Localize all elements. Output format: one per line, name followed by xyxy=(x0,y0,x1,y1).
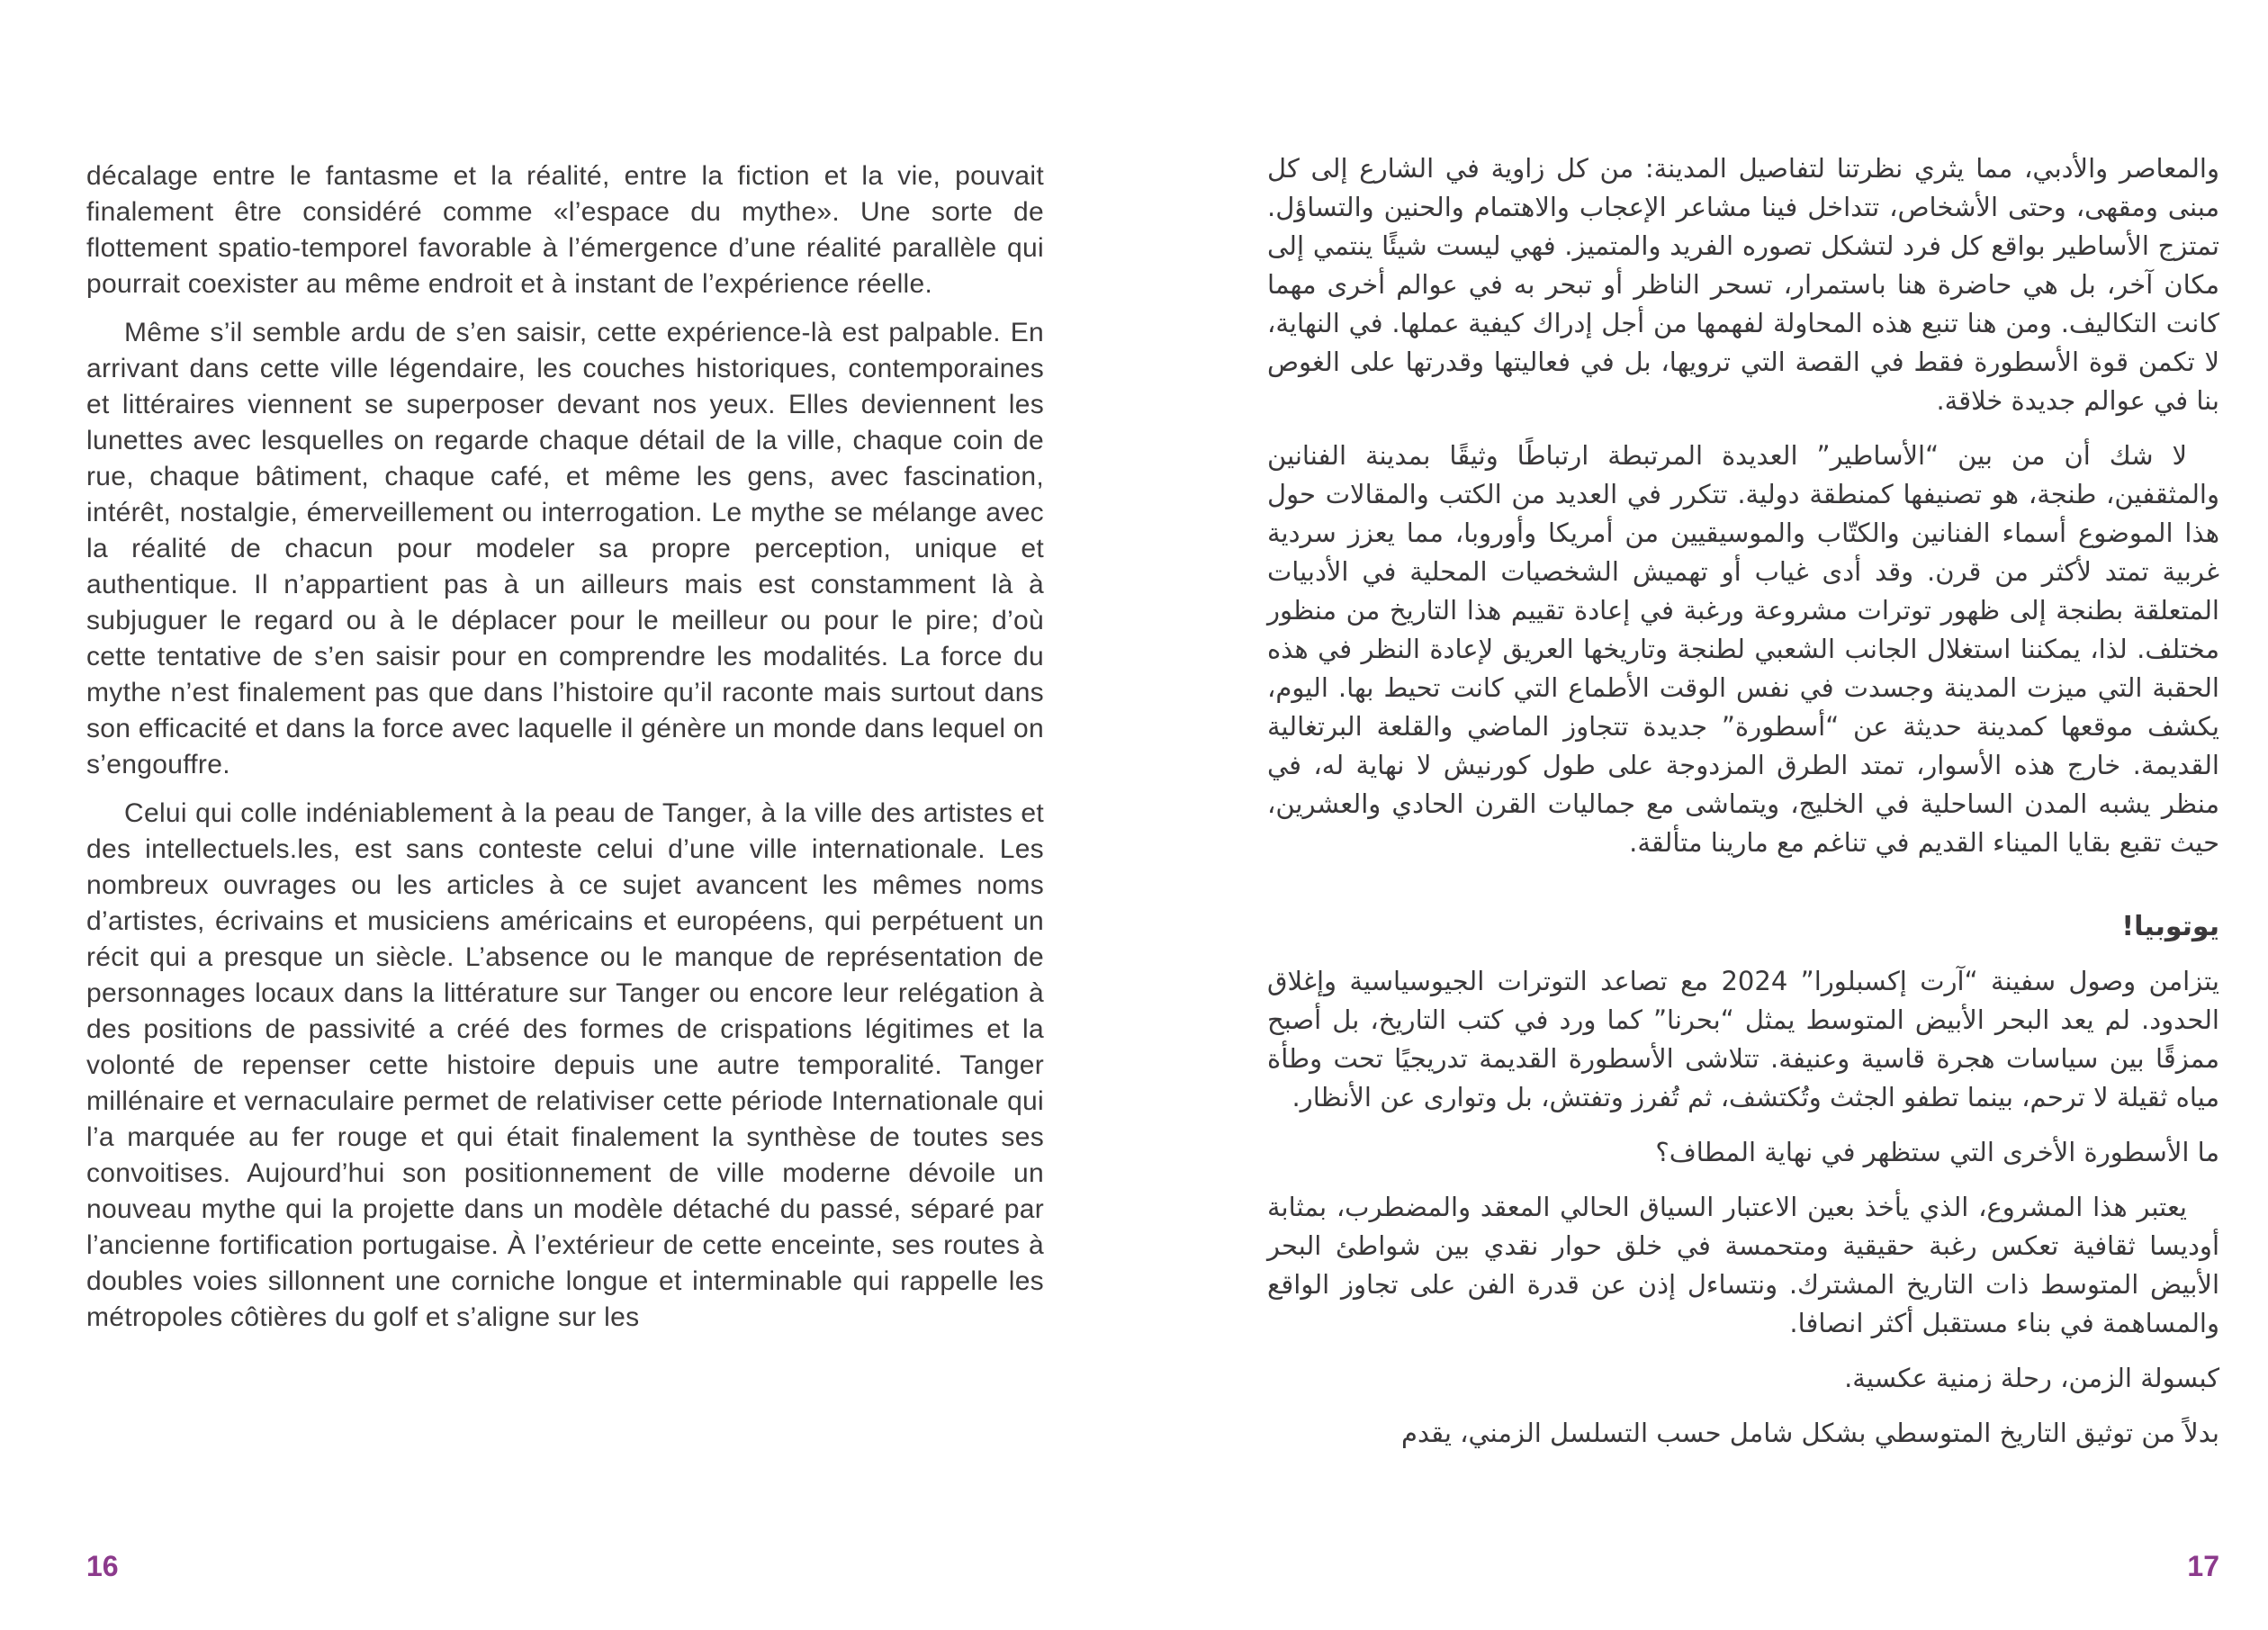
paragraph: ما الأسطورة الأخرى التي ستظهر في نهاية المطاف؟ xyxy=(1655,1137,2219,1167)
paragraph: كبسولة الزمن، رحلة زمنية عكسية. xyxy=(1844,1363,2219,1393)
page-number-right: 17 xyxy=(2187,1550,2219,1582)
paragraph: Même s’il semble ardu de s’en saisir, cette expérience-là est palpable. En arrivant dans cette ville légendaire, les couches historiques, contemporaines et littéraires viennent se superposer devant nos yeux. Elles deviennent les lunettes avec lesquelles on regarde chaque détail de la ville, chaque coin de rue, chaque bâtiment, chaque café, et même les gens, avec fascination, intérêt, nostalgie, émerveillement ou interrogation. Le mythe se mélange avec la réalité de chacun pour modeler sa propre perception, unique et authentique. Il n’appartient pas à un ailleurs mais est constamment là à subjuguer le regard ou à le déplacer pour le meilleur ou pour le pire; d’où cette tentative de s’en saisir pour en comprendre les modalités. La force du mythe n’est finalement pas que dans l’histoire qu’il raconte mais surtout dans son efficacité et dans la force avec laquelle il génère un monde dans lequel on s’engouffre. xyxy=(86,318,1044,779)
page-number-left: 16 xyxy=(86,1550,119,1582)
paragraph: Celui qui colle indéniablement à la peau de Tanger, à la ville des artistes et des intellectuels.les, est sans conteste celui d’une ville internationale. Les nombreux ouvrages ou les articles à ce sujet avancent les mêmes noms d’artistes, écrivains et musiciens américains et européens, qui perpétuent un récit qui a presque un siècle. L’absence ou le manque de représentation de personnages locaux dans la littérature sur Tanger ou encore leur relégation à des positions de passivité a créé des formes de crispations légitimes et la volonté de repenser cette histoire depuis une autre temporalité. Tanger millénaire et vernaculaire permet de relativiser cette période Internationale qui l’a marquée au fer rouge et qui était finalement la synthèse de toutes ses convoitises. Aujourd’hui son positionnement de ville moderne dévoile un nouveau mythe qui la projette dans un modèle détaché du passé, séparé par l’ancienne fortification portugaise. À l’extérieur de cette enceinte, ses routes à doubles voies sillonnent une corniche longue et interminable qui rappelle les métropoles côtières du golf et s’aligne sur les xyxy=(86,798,1044,1332)
paragraph: يتزامن وصول سفينة “آرت إكسبلورا” 2024 مع تصاعد التوترات الجيوسياسية وإغلاق الحدود. لم يعد البحر الأبيض المتوسط يمثل “بحرنا” كما ورد في كتب التاريخ، بل أصبح ممزقًا بين سياسات هجرة قاسية وعنيفة. تتلاشى الأسطورة القديمة تدريجيًا تحت وطأة مياه ثقيلة لا ترحم، بينما تطفو الجثث وتُكتشف، ثم تُفرز وتفتش، بل وتوارى عن الأنظار. xyxy=(1267,966,2219,1112)
paragraph: بدلاً من توثيق التاريخ المتوسطي بشكل شامل حسب التسلسل الزمني، يقدم xyxy=(1400,1418,2219,1448)
section-heading-utopia: يوتوبيا! xyxy=(2121,911,2219,942)
right-page-text-column xyxy=(1267,149,2219,1453)
left-page-text-column xyxy=(86,158,1044,1336)
paragraph: décalage entre le fantasme et la réalité, entre la fiction et la vie, pouvait finalement être considéré comme «l’espace du mythe». Une sorte de flottement spatio-temporel favorable à l’émergence d’une réalité parallèle qui pourrait coexister au même endroit et à instant de l’expérience réelle. xyxy=(86,161,1044,299)
paragraph: لا شك أن من بين “الأساطير” العديدة المرتبطة ارتباطًا وثيقًا بمدينة الفنانين والمثقفين، طنجة، هو تصنيفها كمنطقة دولية. تتكرر في العديد من الكتب والمقالات حول هذا الموضوع أسماء الفنانين والكتّاب والموسيقيين من أمريكا وأوروبا، مما يعزز سردية غربية تمتد لأكثر من قرن. وقد أدى غياب أو تهميش الشخصيات المحلية في الأدبيات المتعلقة بطنجة إلى ظهور توترات مشروعة ورغبة في إعادة تقييم هذا التاريخ من منظور مختلف. لذا، يمكننا استغلال الجانب الشعبي لطنجة وتاريخها العريق لإعادة النظر في هذه الحقبة التي ميزت المدينة وجسدت في نفس الوقت الأطماع التي كانت تحيط بها. اليوم، يكشف موقعها كمدينة حديثة عن “أسطورة” جديدة تتجاوز الماضي والقلعة البرتغالية القديمة. خارج هذه الأسوار، تمتد الطرق المزدوجة على طول كورنيش لا نهاية له، في منظر يشبه المدن الساحلية في الخليج، ويتماشى مع جماليات القرن الحادي والعشرين، حيث تقبع بقايا الميناء القديم في تناغم مع مارينا متألقة. xyxy=(1267,440,2219,858)
paragraph: والمعاصر والأدبي، مما يثري نظرتنا لتفاصيل المدينة: من كل زاوية في الشارع إلى كل مبنى ومقهى، وحتى الأشخاص، تتداخل فينا مشاعر الإعجاب والاهتمام والحنين والتساؤل. تمتزج الأساطير بواقع كل فرد لتشكل تصوره الفريد والمتميز. فهي ليست شيئًا ينتمي إلى مكان آخر، بل هي حاضرة هنا باستمرار، تسحر الناظر أو تبحر به في عوالم أخرى مهما كانت التكاليف. ومن هنا تنبع هذه المحاولة لفهمها من أجل إدراك كيفية عملها. في النهاية، لا تكمن قوة الأسطورة فقط في القصة التي ترويها، بل في فعاليتها وقدرتها على الغوص بنا في عوالم جديدة خلاقة. xyxy=(1267,153,2219,416)
paragraph: يعتبر هذا المشروع، الذي يأخذ بعين الاعتبار السياق الحالي المعقد والمضطرب، بمثابة أوديسا ثقافية تعكس رغبة حقيقية ومتحمسة في خلق حوار نقدي بين شواطئ البحر الأبيض المتوسط ذات التاريخ المشترك. ونتساءل إذن عن قدرة الفن على تجاوز الواقع والمساهمة في بناء مستقبل أكثر انصافا. xyxy=(1267,1192,2219,1338)
